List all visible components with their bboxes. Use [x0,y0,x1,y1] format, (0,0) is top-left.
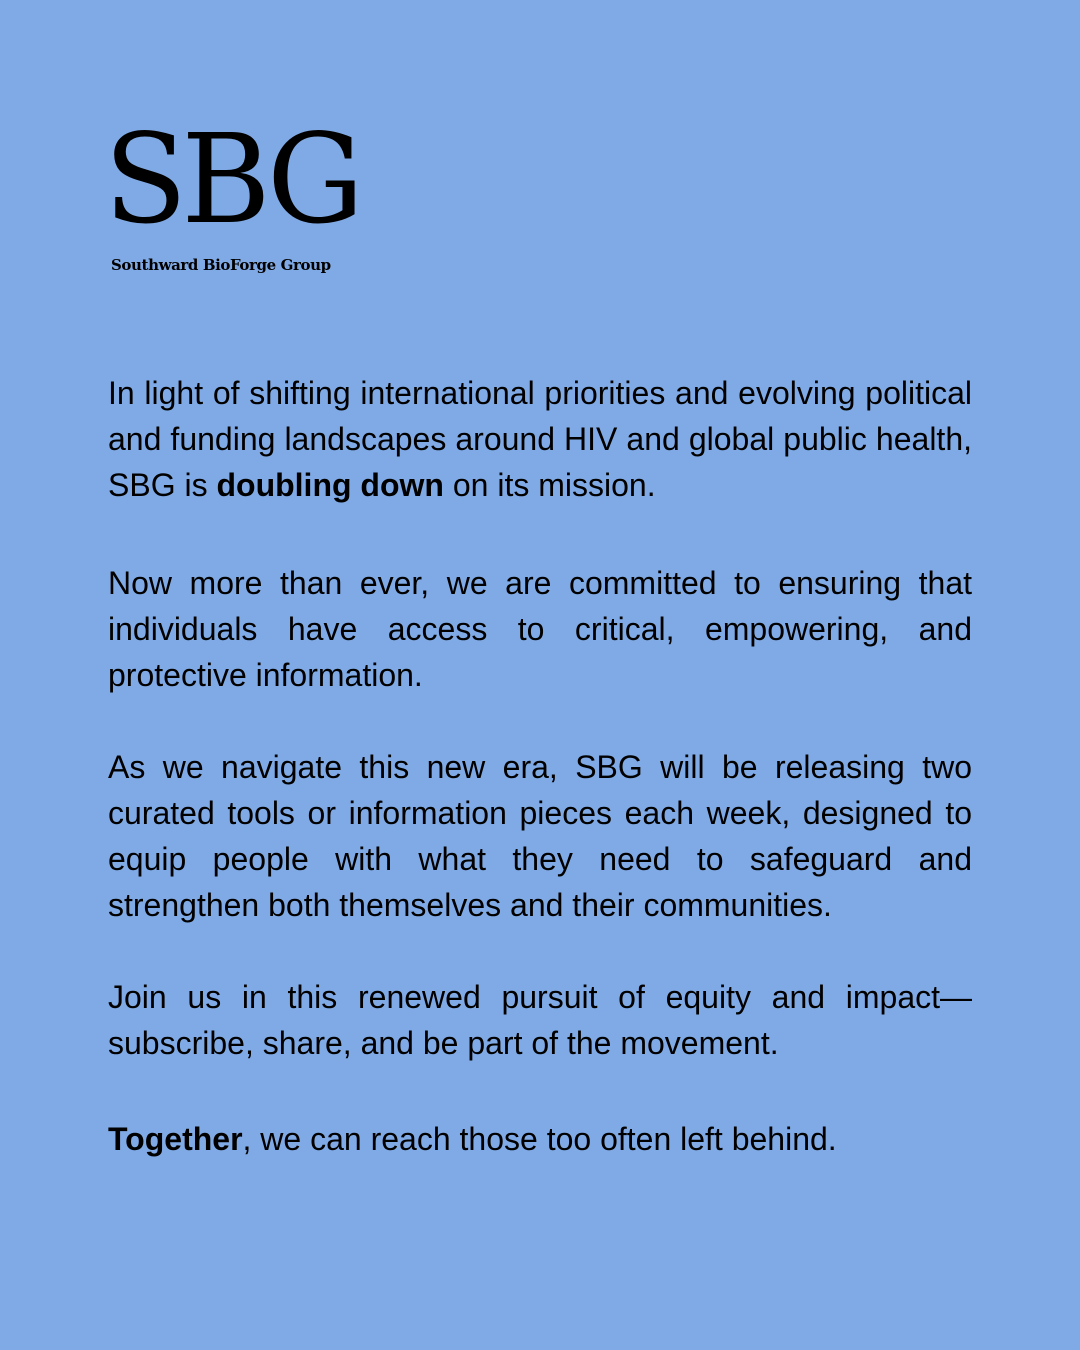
emphasis-together: Together [108,1121,243,1157]
paragraph-releases: As we navigate this new era, SBG will be releasing two curated tools or information pieces each week, designed to equip people with what they need to safeguard and strengthen both themselves and their communities. [108,749,972,923]
paragraph-commitment: Now more than ever, we are committed to ensuring that individuals have access to critical, empowering, and protective information. [108,565,972,693]
logo-mark: SBG [104,108,359,252]
paragraph-together-end: , we can reach those too often left behind. [242,1121,837,1157]
paragraph-mission-intro: In light of shifting international priorities and evolving political and funding landscapes around HIV and global public health, SBG is [108,375,972,503]
paragraph-together [108,1116,972,1162]
emphasis-doubling-down: doubling down [216,467,444,503]
paragraph-call-to-action: Join us in this renewed pursuit of equity and impact—subscribe, share, and be part of the movement. [108,979,972,1061]
paragraph-mission-end: on its mission. [443,467,656,503]
logo-subtitle: Southward BioForge Group [111,256,331,274]
sbg-logo [104,108,359,274]
paragraph-mission [108,370,972,508]
